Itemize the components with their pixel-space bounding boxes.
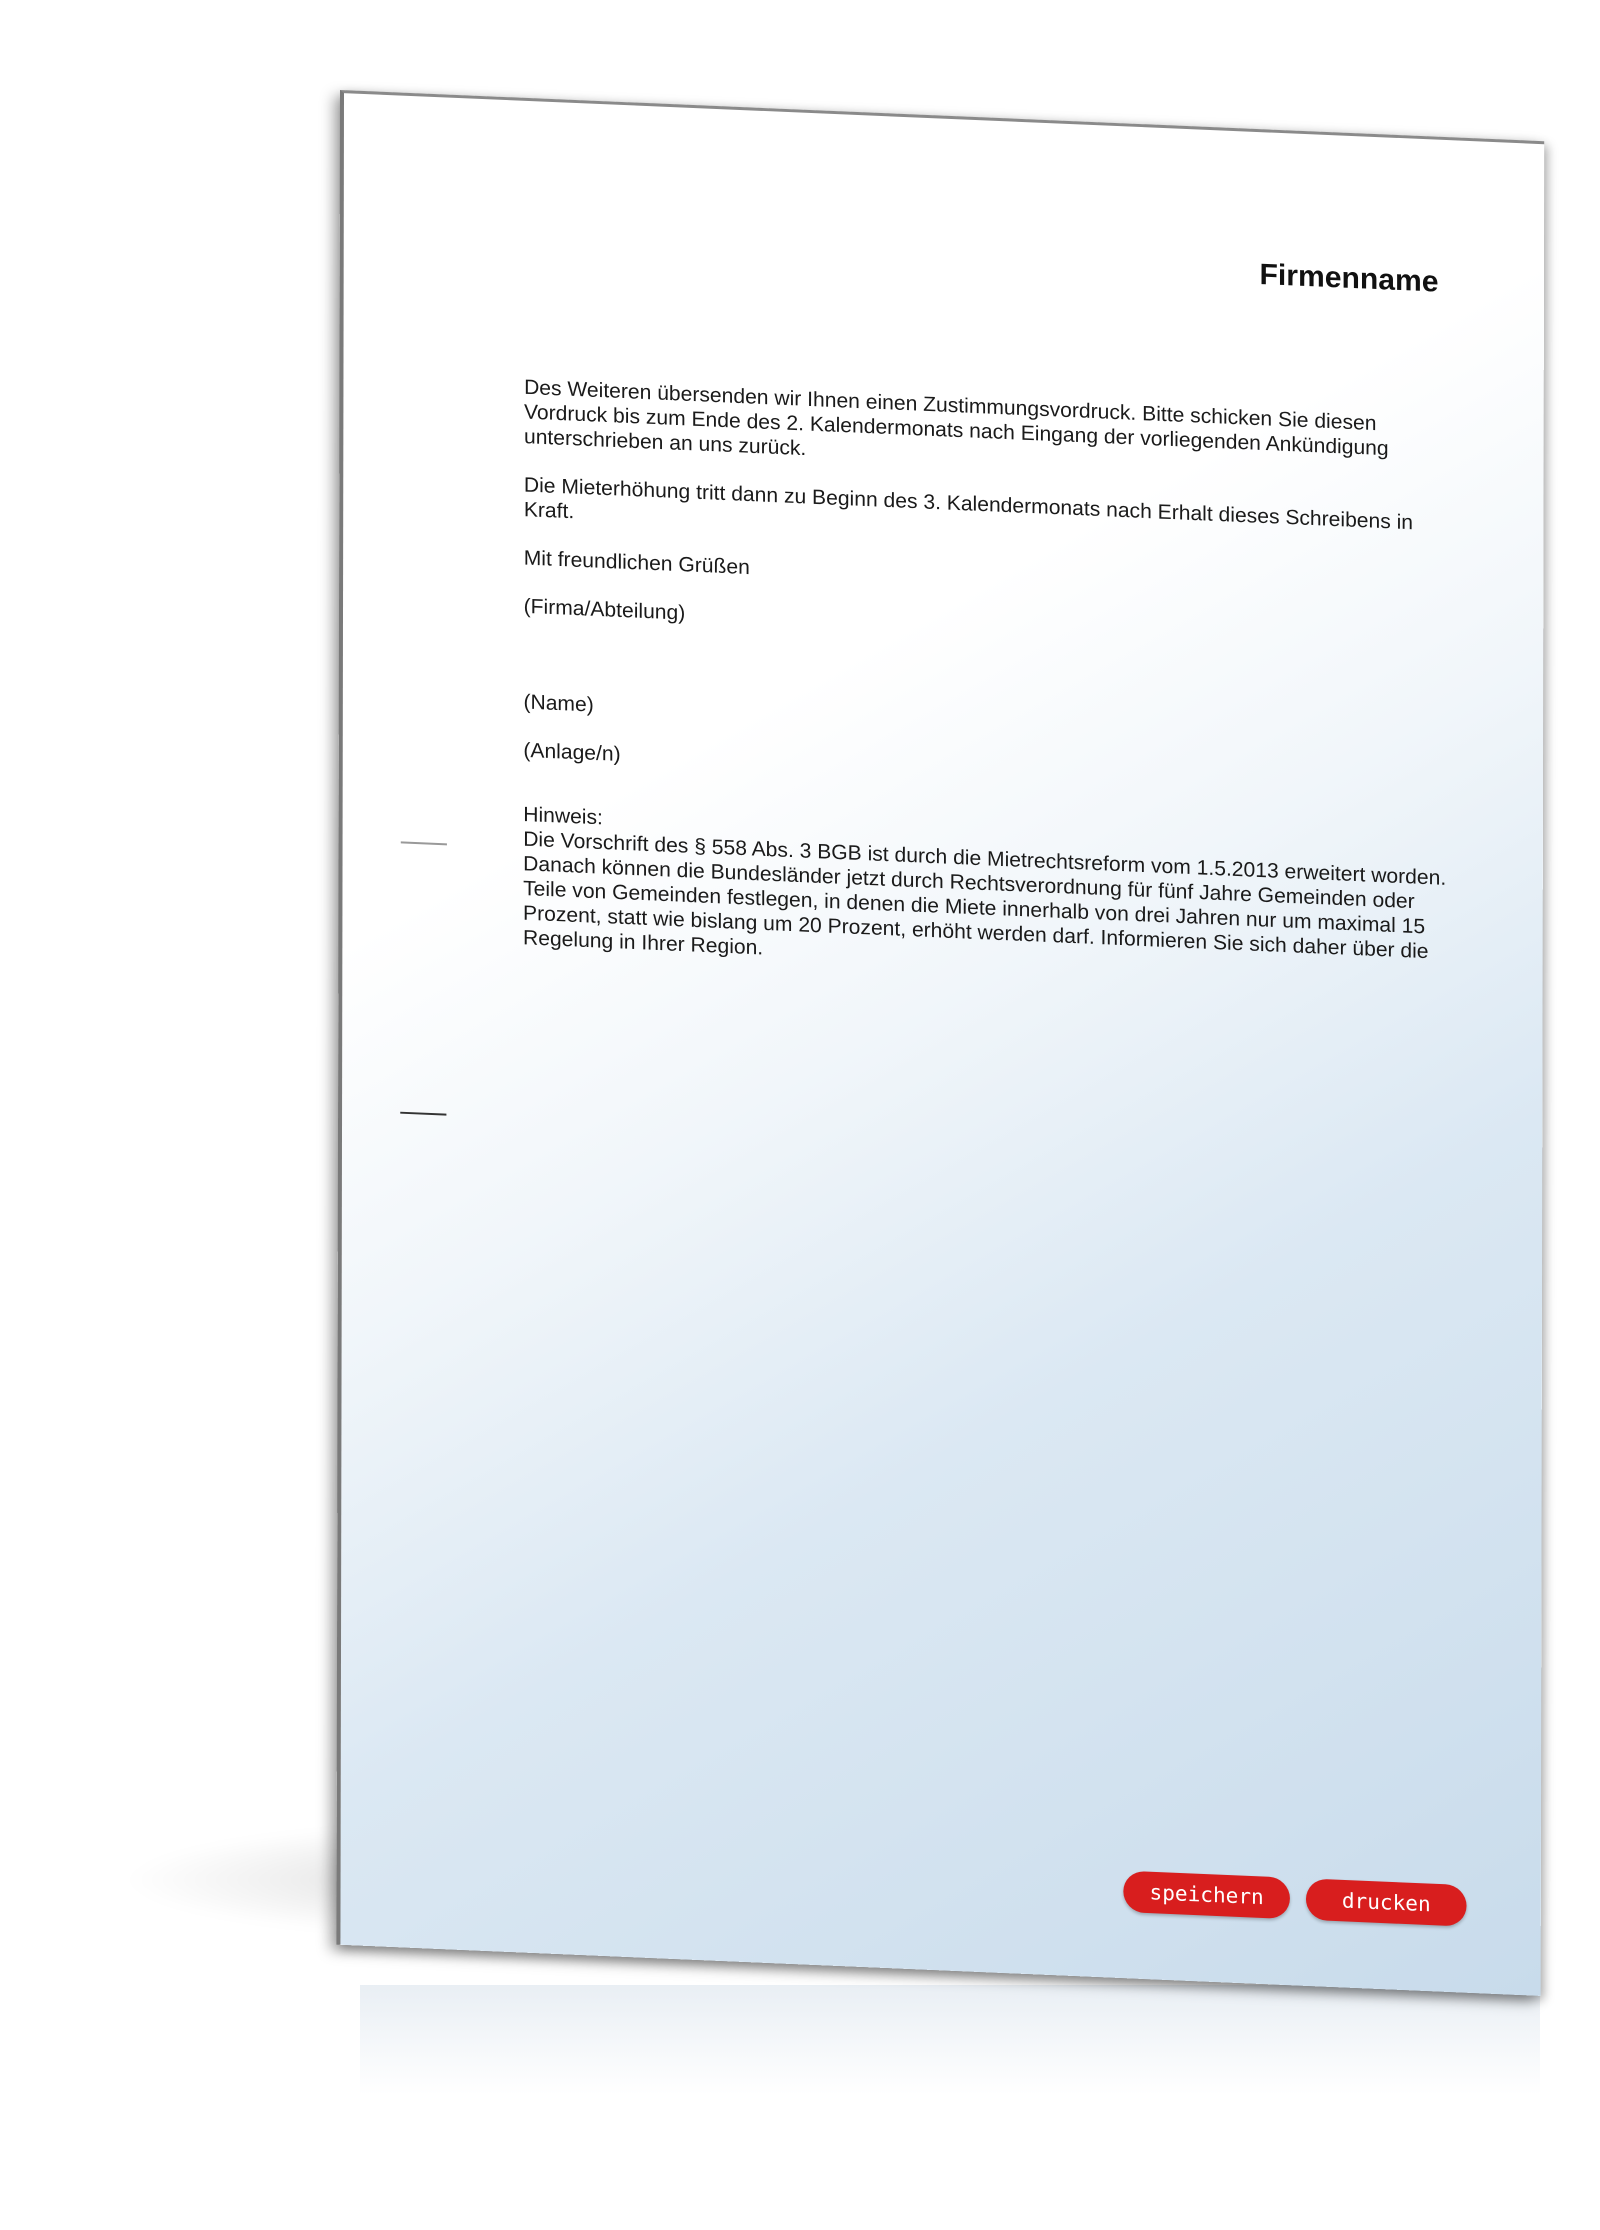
document-preview bbox=[336, 90, 1600, 2230]
company-department: (Firma/Abteilung) bbox=[523, 595, 686, 625]
note-block bbox=[523, 802, 1447, 989]
print-button[interactable]: drucken bbox=[1306, 1878, 1467, 1926]
document-page bbox=[336, 90, 1544, 1996]
hole-punch-mark bbox=[400, 1112, 446, 1116]
letter-body bbox=[523, 375, 1447, 989]
signer-name: (Name) bbox=[523, 690, 594, 717]
company-name: Firmenname bbox=[1259, 258, 1439, 299]
note-title: Hinweis: bbox=[523, 803, 603, 830]
paragraph-consent-form: Des Weiteren übersenden wir Ihnen einen Zustimmungsvordruck. Bitte schicken Sie diesen Vordruck bis zum Ende des 2. Kalendermonats nach Eingang der vorliegenden Ankündigung unterschrieben an uns zurück. bbox=[523, 376, 1389, 461]
attachments: (Anlage/n) bbox=[523, 739, 621, 766]
closing-greeting: Mit freundlichen Grüßen bbox=[523, 546, 750, 580]
save-button[interactable]: speichern bbox=[1123, 1871, 1290, 1920]
paragraph-rent-increase: Die Mieterhöhung tritt dann zu Beginn des 3. Kalendermonats nach Erhalt dieses Schreibens in Kraft. bbox=[523, 473, 1414, 535]
note-text: Die Vorschrift des § 558 Abs. 3 BGB ist durch die Mietrechtsreform vom 1.5.2013 erweitert worden. Danach können die Bundesländer jetzt durch Rechtsverordnung für fünf Jahre Gemeinden oder Teile von Gemeinden festlegen, in denen die Miete innerhalb von drei Jahren nur um maximal 15 Prozent, statt wie bislang um 20 Prozent, erhöht werden darf. Informieren Sie sich daher über die Regelung in Ihrer Region. bbox=[523, 827, 1447, 964]
fold-mark bbox=[401, 841, 447, 845]
